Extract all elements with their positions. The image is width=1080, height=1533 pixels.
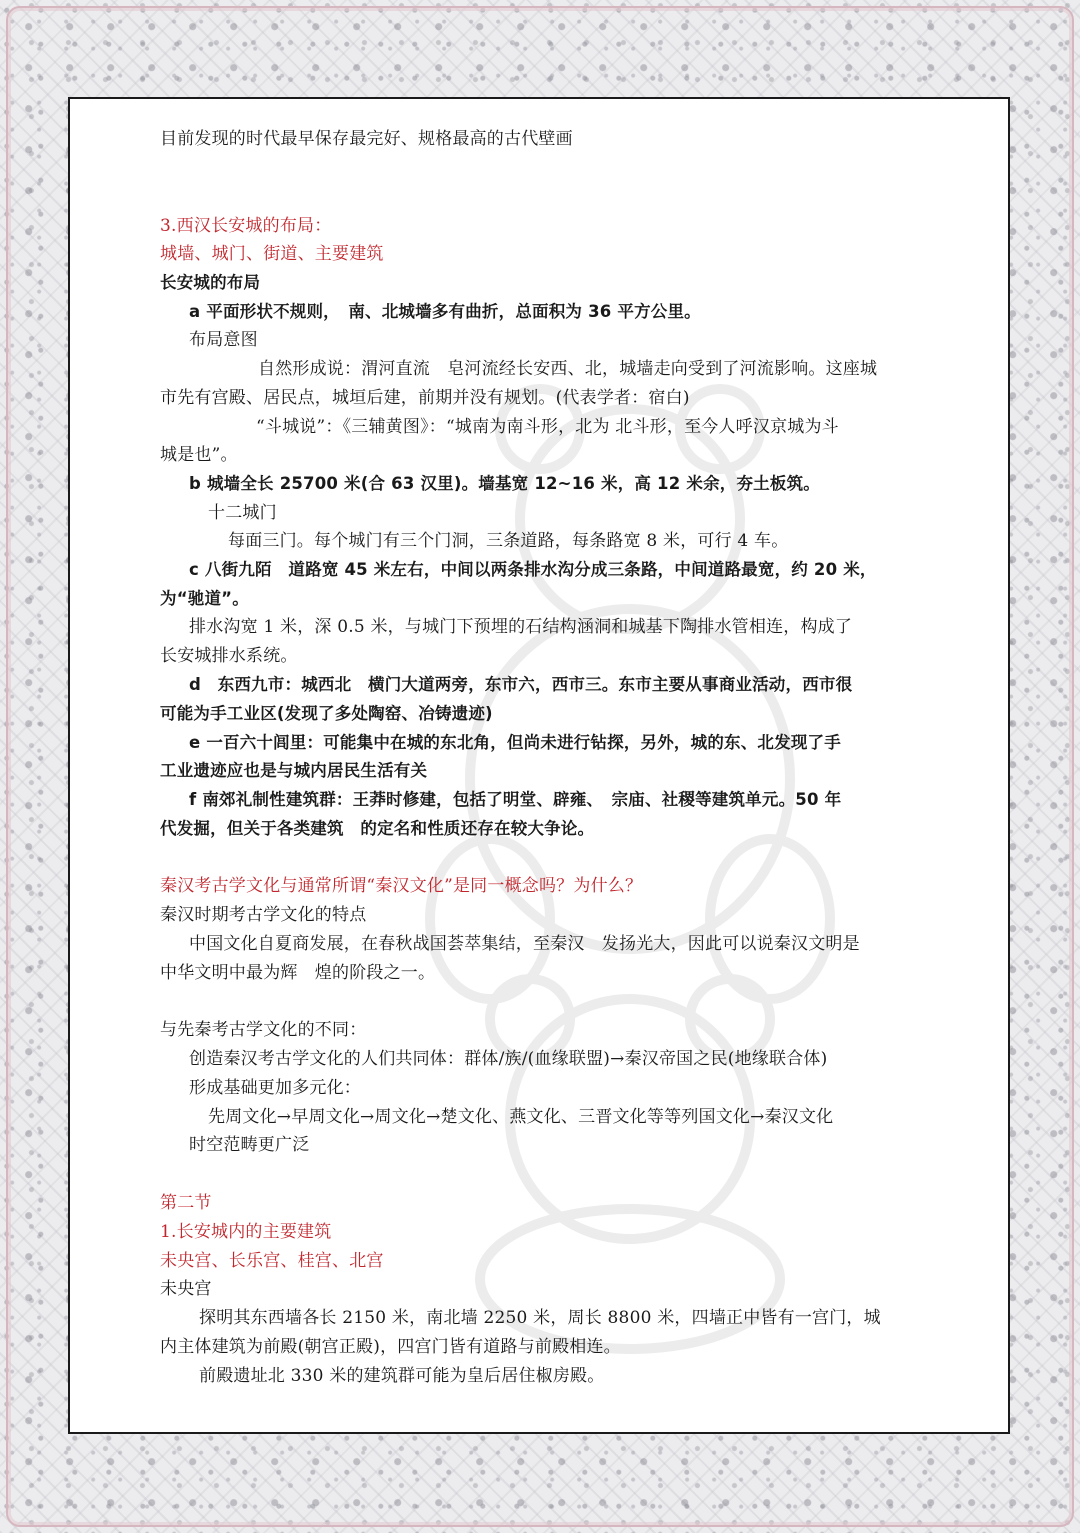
text-line: 探明其东西墙各长 2150 米，南北墙 2250 米，周长 8800 米，四墙正中皆有一宫门，城 (199, 1308, 881, 1328)
question-heading: 秦汉考古学文化与通常所谓“秦汉文化”是同一概念吗？为什么？ (160, 876, 643, 896)
text-line: 城是也”。 (160, 445, 238, 465)
text-line: 长安城排水系统。 (160, 646, 298, 666)
text-line: 中华文明中最为辉 煌的阶段之一。 (160, 963, 436, 983)
text-line: 市先有宫殿、居民点，城垣后建，前期并没有规划。(代表学者：宿白) (160, 388, 690, 408)
teddy-bear-watermark (370, 359, 890, 1359)
section-heading: 3.西汉长安城的布局： (160, 216, 332, 236)
section-subheading: 未央宫、长乐宫、桂宫、北宫 (160, 1251, 384, 1271)
section-subheading: 城墙、城门、街道、主要建筑 (160, 244, 384, 264)
text-line: 每面三门。每个城门有三个门洞，三条道路，每条路宽 8 米，可行 4 车。 (228, 531, 789, 551)
section-subheading: 1.长安城内的主要建筑 (160, 1222, 332, 1242)
text-line: 目前发现的时代最早保存最完好、规格最高的古代壁画 (160, 129, 573, 149)
text-line: 工业遗迹应也是与城内居民生活有关 (160, 761, 428, 780)
text-line: “斗城说”：《三辅黄图》：“城南为南斗形，北为 北斗形，至今人呼汉京城为斗 (256, 417, 839, 437)
text-line: 内主体建筑为前殿(朝宫正殿)，四宫门皆有道路与前殿相连。 (160, 1337, 621, 1357)
text-line: a 平面形状不规则， 南、北城墙多有曲折，总面积为 36 平方公里。 (189, 302, 701, 321)
text-line: b 城墙全长 25700 米(合 63 汉里)。墙基宽 12~16 米，高 12 米余，夯土板筑。 (189, 474, 820, 493)
document-page (68, 97, 1010, 1434)
topic-heading: 长安城的布局 (160, 273, 261, 292)
text-line: 时空范畴更广泛 (189, 1135, 310, 1155)
text-line: 与先秦考古学文化的不同： (160, 1020, 367, 1040)
text-line: e 一百六十闾里：可能集中在城的东北角，但尚未进行钻探，另外，城的东、北发现了手 (189, 733, 841, 752)
text-line: f 南郊礼制性建筑群：王莽时修建，包括了明堂、辟雍、 宗庙、社稷等建筑单元。50 年 (189, 790, 842, 809)
text-line: 前殿遗址北 330 米的建筑群可能为皇后居住椒房殿。 (199, 1366, 605, 1386)
text-line: 为“驰道”。 (160, 589, 249, 608)
text-line: 先周文化→早周文化→周文化→楚文化、燕文化、三晋文化等等列国文化→秦汉文化 (208, 1107, 834, 1127)
topic-heading: 未央宫 (160, 1279, 212, 1299)
text-line: 形成基础更加多元化： (189, 1078, 361, 1098)
text-line: d 东西九市：城西北 横门大道两旁，东市六，西市三。东市主要从事商业活动，西市很 (189, 675, 853, 694)
text-line: c 八街九陌 道路宽 45 米左右，中间以两条排水沟分成三条路，中间道路最宽，约 20 米， (189, 560, 877, 579)
text-line: 十二城门 (208, 503, 277, 523)
text-line: 可能为手工业区(发现了多处陶窑、冶铸遗迹) (160, 704, 493, 723)
text-line: 中国文化自夏商发展，在春秋战国荟萃集结，至秦汉 发扬光大，因此可以说秦汉文明是 (189, 934, 860, 954)
text-line: 布局意图 (189, 330, 258, 350)
text-line: 自然形成说：渭河直流 皂河流经长安西、北，城墙走向受到了河流影响。这座城 (258, 359, 878, 379)
text-line: 创造秦汉考古学文化的人们共同体：群体/族/(血缘联盟)→秦汉帝国之民(地缘联合体) (189, 1049, 828, 1069)
text-line: 排水沟宽 1 米，深 0.5 米，与城门下预埋的石结构涵洞和城基下陶排水管相连，构成了 (189, 617, 853, 637)
text-line: 秦汉时期考古学文化的特点 (160, 905, 367, 925)
text-line: 代发掘，但关于各类建筑 的定名和性质还存在较大争论。 (160, 819, 595, 838)
section-heading: 第二节 (160, 1193, 212, 1213)
